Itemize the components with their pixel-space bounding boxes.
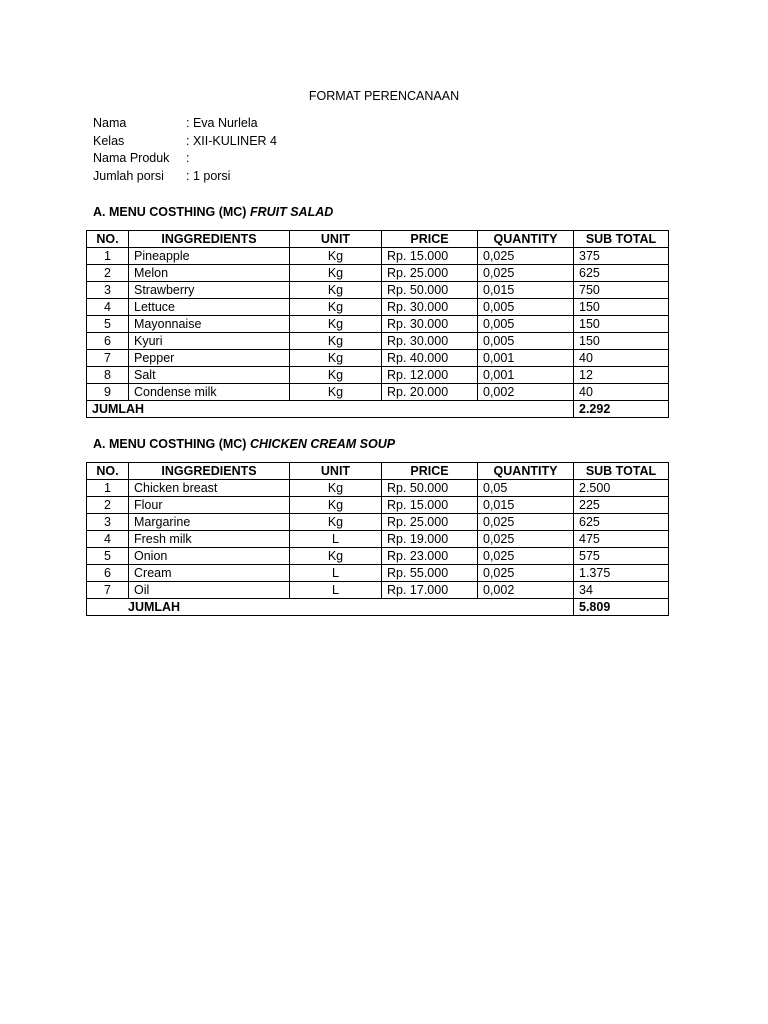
info-row-nama-produk xyxy=(93,150,277,168)
cell-subtotal: 150 xyxy=(574,333,669,350)
cell-subtotal: 375 xyxy=(574,248,669,265)
section-dish: FRUIT SALAD xyxy=(249,205,334,219)
cell-no: 5 xyxy=(87,316,129,333)
cell-unit: Kg xyxy=(290,265,382,282)
cell-subtotal: 625 xyxy=(574,265,669,282)
cell-price: Rp. 55.000 xyxy=(382,565,478,582)
costing-table-fruit-salad xyxy=(86,230,669,418)
cell-no: 2 xyxy=(87,265,129,282)
info-value: : xyxy=(186,151,190,166)
cell-ingredient: Flour xyxy=(129,497,290,514)
cell-subtotal: 475 xyxy=(574,531,669,548)
cell-no: 1 xyxy=(87,480,129,497)
total-value: 5.809 xyxy=(574,599,669,616)
cell-subtotal: 750 xyxy=(574,282,669,299)
header-ingredients: INGGREDIENTS xyxy=(129,231,290,248)
table-row xyxy=(87,514,669,531)
info-label: Jumlah porsi xyxy=(93,169,164,184)
cell-ingredient: Pepper xyxy=(129,350,290,367)
cell-quantity: 0,025 xyxy=(478,248,574,265)
cell-subtotal: 40 xyxy=(574,350,669,367)
table-header-row xyxy=(87,463,669,480)
cell-quantity: 0,001 xyxy=(478,367,574,384)
cell-quantity: 0,005 xyxy=(478,299,574,316)
cell-unit: Kg xyxy=(290,248,382,265)
cell-ingredient: Cream xyxy=(129,565,290,582)
cell-subtotal: 40 xyxy=(574,384,669,401)
table-row xyxy=(87,582,669,599)
cell-no: 6 xyxy=(87,565,129,582)
cell-subtotal: 150 xyxy=(574,316,669,333)
table-row xyxy=(87,333,669,350)
cell-unit: L xyxy=(290,582,382,599)
table-row xyxy=(87,480,669,497)
total-value: 2.292 xyxy=(574,401,669,418)
cell-price: Rp. 30.000 xyxy=(382,316,478,333)
costing-table-chicken-cream-soup xyxy=(86,462,669,616)
cell-subtotal: 225 xyxy=(574,497,669,514)
table-row xyxy=(87,367,669,384)
header-unit: UNIT xyxy=(290,231,382,248)
info-label: Nama Produk xyxy=(93,151,170,166)
section-heading-fruit-salad xyxy=(93,204,333,220)
cell-no: 9 xyxy=(87,384,129,401)
cell-unit: Kg xyxy=(290,282,382,299)
cell-quantity: 0,005 xyxy=(478,333,574,350)
table-row xyxy=(87,265,669,282)
cell-unit: Kg xyxy=(290,384,382,401)
cell-unit: L xyxy=(290,565,382,582)
cell-ingredient: Melon xyxy=(129,265,290,282)
total-row xyxy=(87,599,669,616)
cell-unit: Kg xyxy=(290,367,382,384)
cell-subtotal: 575 xyxy=(574,548,669,565)
page-title: FORMAT PERENCANAAN xyxy=(308,89,460,103)
cell-no: 6 xyxy=(87,333,129,350)
cell-quantity: 0,015 xyxy=(478,282,574,299)
cell-price: Rp. 15.000 xyxy=(382,248,478,265)
cell-unit: Kg xyxy=(290,299,382,316)
cell-unit: Kg xyxy=(290,480,382,497)
cell-subtotal: 1.375 xyxy=(574,565,669,582)
cell-subtotal: 2.500 xyxy=(574,480,669,497)
info-label: Nama xyxy=(93,116,127,130)
cell-price: Rp. 25.000 xyxy=(382,265,478,282)
table-row xyxy=(87,299,669,316)
header-no: NO. xyxy=(87,231,129,248)
total-row xyxy=(87,401,669,418)
cell-quantity: 0,025 xyxy=(478,265,574,282)
info-value: : 1 porsi xyxy=(186,169,231,184)
cell-price: Rp. 50.000 xyxy=(382,282,478,299)
cell-unit: Kg xyxy=(290,316,382,333)
cell-ingredient: Onion xyxy=(129,548,290,565)
section-prefix: A. MENU COSTHING (MC) xyxy=(93,437,247,451)
cell-unit: Kg xyxy=(290,497,382,514)
cell-no: 3 xyxy=(87,282,129,299)
header-no: NO. xyxy=(87,463,129,480)
header-ingredients: INGGREDIENTS xyxy=(129,463,290,480)
cell-price: Rp. 15.000 xyxy=(382,497,478,514)
cell-subtotal: 12 xyxy=(574,367,669,384)
cell-ingredient: Chicken breast xyxy=(129,480,290,497)
cell-unit: L xyxy=(290,531,382,548)
cell-price: Rp. 30.000 xyxy=(382,299,478,316)
cell-price: Rp. 12.000 xyxy=(382,367,478,384)
cell-price: Rp. 19.000 xyxy=(382,531,478,548)
table-row xyxy=(87,384,669,401)
cell-ingredient: Mayonnaise xyxy=(129,316,290,333)
cell-ingredient: Fresh milk xyxy=(129,531,290,548)
cell-ingredient: Margarine xyxy=(129,514,290,531)
header-unit: UNIT xyxy=(290,463,382,480)
cell-price: Rp. 25.000 xyxy=(382,514,478,531)
cell-quantity: 0,001 xyxy=(478,350,574,367)
cell-subtotal: 625 xyxy=(574,514,669,531)
cell-quantity: 0,025 xyxy=(478,531,574,548)
cell-subtotal: 34 xyxy=(574,582,669,599)
table-row xyxy=(87,497,669,514)
info-row-kelas xyxy=(93,133,277,151)
cell-no: 7 xyxy=(87,582,129,599)
cell-no: 5 xyxy=(87,548,129,565)
section-prefix: A. MENU COSTHING (MC) xyxy=(93,205,247,219)
cell-no: 8 xyxy=(87,367,129,384)
info-label: Kelas xyxy=(93,133,125,148)
table-row xyxy=(87,316,669,333)
cell-ingredient: Strawberry xyxy=(129,282,290,299)
info-value: : XII-KULINER 4 xyxy=(186,133,277,148)
cell-price: Rp. 17.000 xyxy=(382,582,478,599)
cell-quantity: 0,005 xyxy=(478,316,574,333)
cell-quantity: 0,002 xyxy=(478,582,574,599)
cell-quantity: 0,05 xyxy=(478,480,574,497)
cell-quantity: 0,015 xyxy=(478,497,574,514)
cell-ingredient: Pineapple xyxy=(129,248,290,265)
cell-unit: Kg xyxy=(290,350,382,367)
table-row xyxy=(87,350,669,367)
cell-no: 4 xyxy=(87,299,129,316)
cell-price: Rp. 23.000 xyxy=(382,548,478,565)
header-subtotal: SUB TOTAL xyxy=(574,231,669,248)
header-price: PRICE xyxy=(382,463,478,480)
cell-ingredient: Lettuce xyxy=(129,299,290,316)
cell-price: Rp. 50.000 xyxy=(382,480,478,497)
cell-quantity: 0,025 xyxy=(478,514,574,531)
header-price: PRICE xyxy=(382,231,478,248)
cell-ingredient: Kyuri xyxy=(129,333,290,350)
cell-price: Rp. 20.000 xyxy=(382,384,478,401)
cell-no: 7 xyxy=(87,350,129,367)
cell-quantity: 0,002 xyxy=(478,384,574,401)
section-dish: CHICKEN CREAM SOUP xyxy=(249,437,396,451)
cell-ingredient: Condense milk xyxy=(129,384,290,401)
cell-no: 3 xyxy=(87,514,129,531)
total-label: JUMLAH xyxy=(87,599,574,616)
cell-quantity: 0,025 xyxy=(478,548,574,565)
cell-subtotal: 150 xyxy=(574,299,669,316)
section-heading-chicken-cream-soup xyxy=(93,436,395,452)
info-row-jumlah-porsi xyxy=(93,168,277,186)
info-value: : Eva Nurlela xyxy=(186,116,258,130)
cell-no: 1 xyxy=(87,248,129,265)
table-row xyxy=(87,565,669,582)
cell-unit: Kg xyxy=(290,333,382,350)
header-subtotal: SUB TOTAL xyxy=(574,463,669,480)
cell-no: 4 xyxy=(87,531,129,548)
table-row xyxy=(87,531,669,548)
cell-unit: Kg xyxy=(290,514,382,531)
cell-price: Rp. 40.000 xyxy=(382,350,478,367)
cell-unit: Kg xyxy=(290,548,382,565)
table-row xyxy=(87,248,669,265)
info-row-nama xyxy=(93,115,277,133)
total-label: JUMLAH xyxy=(87,401,574,418)
header-quantity: QUANTITY xyxy=(478,463,574,480)
cell-ingredient: Salt xyxy=(129,367,290,384)
cell-ingredient: Oil xyxy=(129,582,290,599)
cell-no: 2 xyxy=(87,497,129,514)
student-info xyxy=(93,115,277,186)
header-quantity: QUANTITY xyxy=(478,231,574,248)
cell-quantity: 0,025 xyxy=(478,565,574,582)
table-row xyxy=(87,282,669,299)
table-row xyxy=(87,548,669,565)
cell-price: Rp. 30.000 xyxy=(382,333,478,350)
table-header-row xyxy=(87,231,669,248)
